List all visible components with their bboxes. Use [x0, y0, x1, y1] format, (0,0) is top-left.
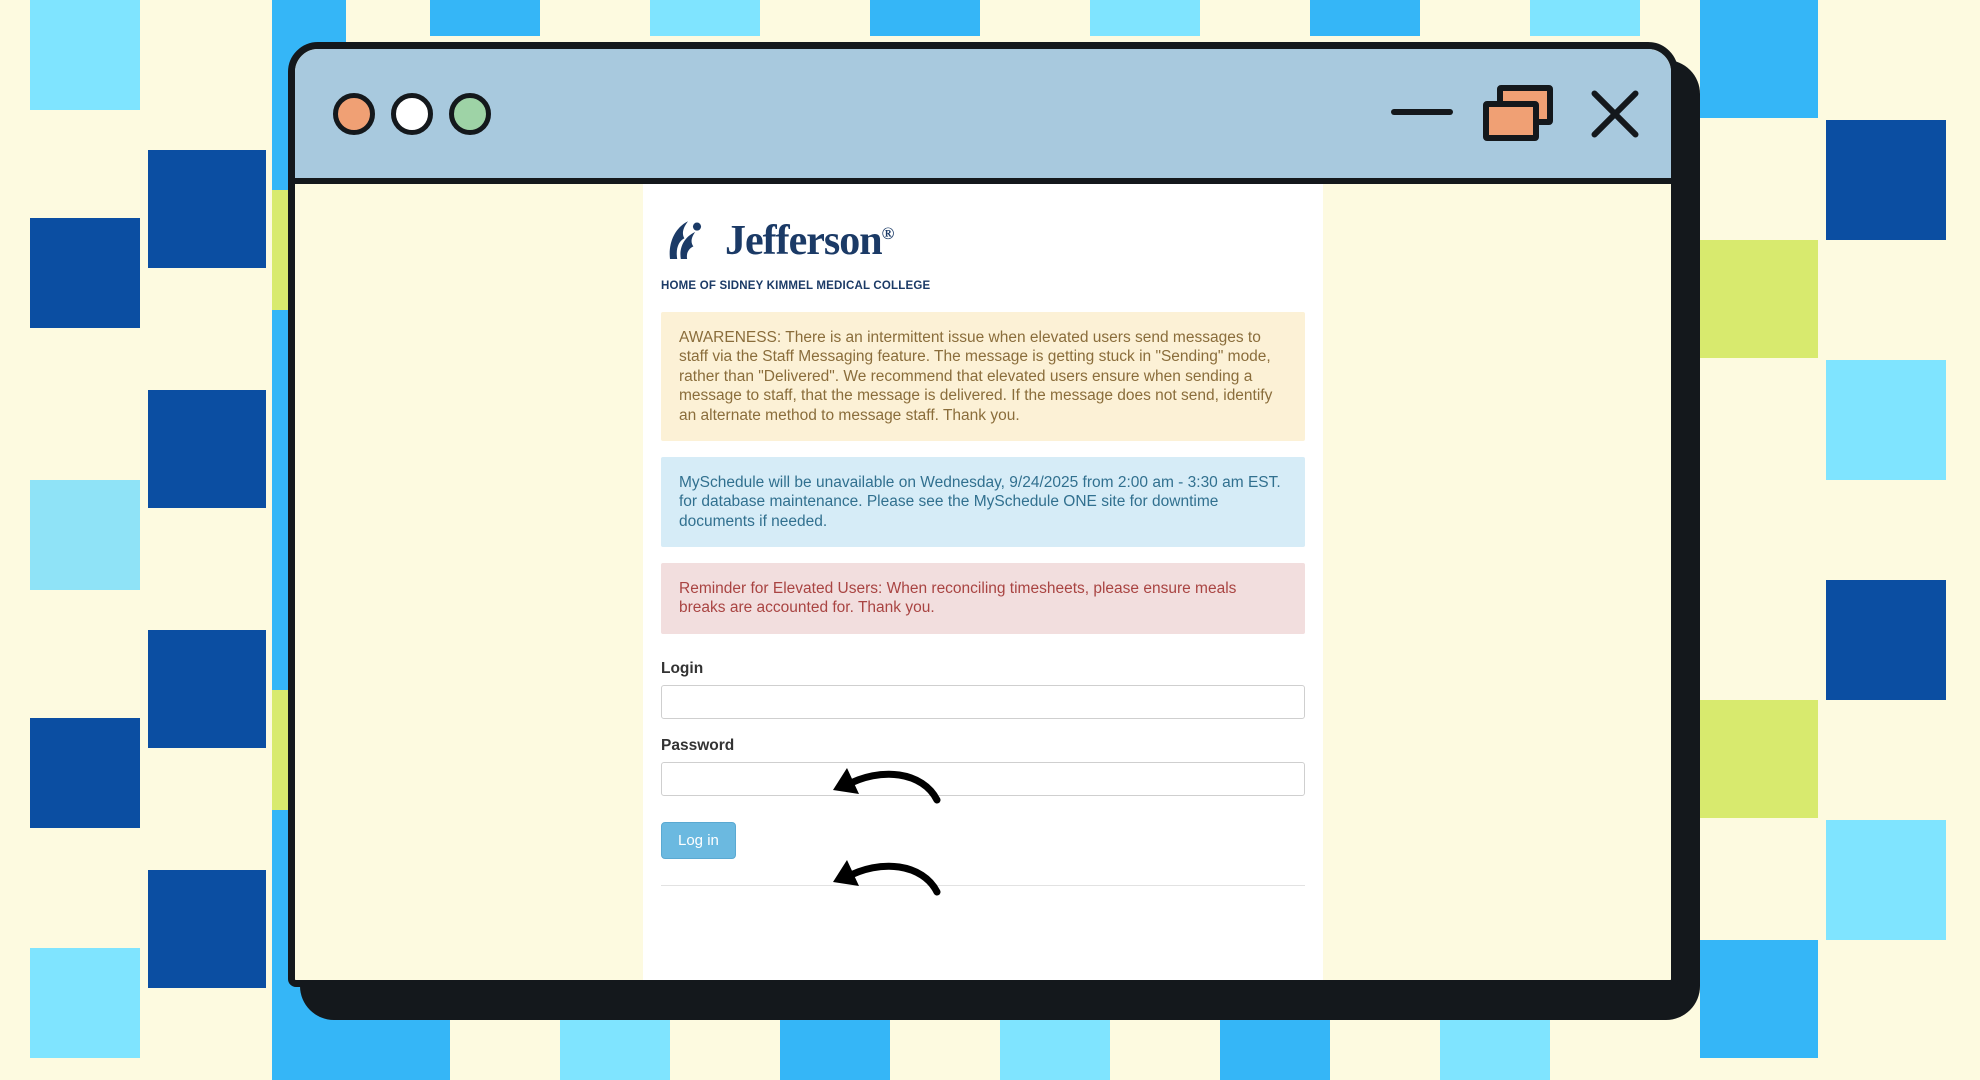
alert-maintenance: MySchedule will be unavailable on Wednesday, 9/24/2025 from 2:00 am - 3:30 am EST. for database maintenance. Please see the MySchedule ONE site for downtime documents if needed. [661, 457, 1305, 547]
minimize-icon[interactable] [1391, 109, 1453, 115]
login-page [643, 184, 1323, 980]
restore-window-icon[interactable] [1483, 85, 1555, 143]
login-input[interactable] [661, 685, 1305, 719]
login-form [661, 660, 1305, 887]
password-label: Password [661, 736, 735, 754]
jefferson-head-logo-icon [661, 214, 715, 268]
restore-front-rect [1483, 101, 1539, 141]
close-icon[interactable] [1585, 85, 1643, 143]
password-input[interactable] [661, 762, 1305, 796]
alert-reminder: Reminder for Elevated Users: When reconciling timesheets, please ensure meals breaks are accounted for. Thank you. [661, 563, 1305, 634]
traffic-light-buttons [333, 93, 491, 135]
form-divider [661, 885, 1305, 887]
window-titlebar [295, 49, 1671, 184]
browser-viewport [295, 184, 1671, 980]
log-in-button[interactable]: Log in [661, 822, 736, 859]
window-controls [1391, 85, 1643, 143]
brand-registered-mark: ® [881, 224, 894, 243]
maximize-dot-icon[interactable] [449, 93, 491, 135]
browser-window [288, 42, 1678, 987]
brand-name: Jefferson® [725, 218, 894, 264]
login-label: Login [661, 659, 704, 677]
brand-tagline: HOME OF SIDNEY KIMMEL MEDICAL COLLEGE [661, 280, 931, 292]
alert-awareness: AWARENESS: There is an intermittent issue when elevated users send messages to staff via the Staff Messaging feature. The message is getting stuck in "Sending" mode, rather than "Delivered". We recommend that elevated users ensure when sending a message to staff, that the message is delivered. If the message does not send, identify an alternate method to message staff. Thank you. [661, 312, 1305, 441]
brand-logo [661, 194, 1305, 296]
close-dot-icon[interactable] [333, 93, 375, 135]
minimize-dot-icon[interactable] [391, 93, 433, 135]
